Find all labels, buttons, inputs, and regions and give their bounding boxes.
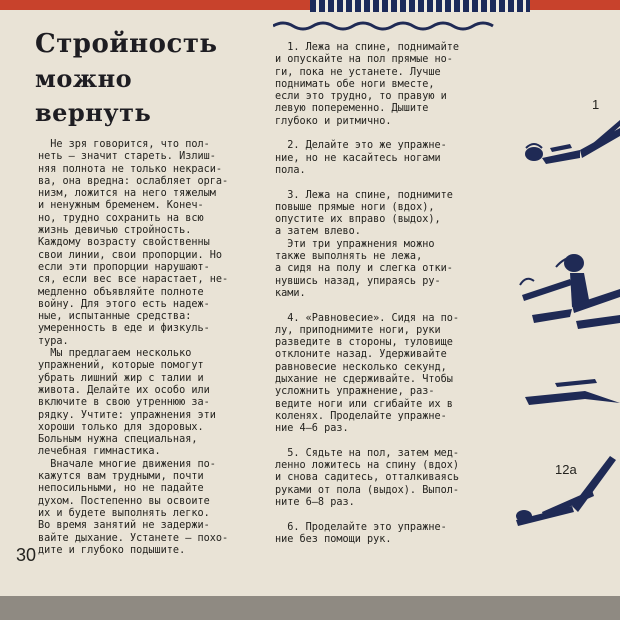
text-line: а затем влево.: [275, 226, 361, 238]
text-line: если это трудно, то правую и: [275, 91, 447, 103]
text-line: коленях. Проделайте упражне-: [275, 410, 447, 422]
text-line: равновесие несколько секунд,: [275, 361, 447, 373]
text-line: ные, испытанные средства:: [38, 311, 192, 323]
text-line: ните 6—8 раз.: [275, 496, 355, 508]
text-line: также выполнять не лежа,: [275, 251, 423, 263]
text-line: ведите ноги или сгибайте их в: [275, 398, 453, 410]
text-line: лечебная гимнастика.: [38, 446, 161, 458]
text-line: включите в свою утреннюю за-: [38, 397, 210, 409]
striped-border: [310, 0, 530, 12]
text-line: поднимать обе ноги вместе,: [275, 78, 435, 90]
text-line: духом. Постепенно вы освоите: [38, 495, 210, 507]
text-line: 1. Лежа на спине, поднимайте: [275, 42, 460, 53]
text-line: 2. Делайте это же упражне-: [275, 140, 447, 152]
text-line: повыше прямые ноги (вдох),: [275, 201, 435, 213]
text-line: нувшись назад, упираясь ру-: [275, 275, 441, 287]
background-strip: [0, 596, 620, 620]
text-line: дите и глубоко подышите.: [38, 544, 186, 556]
intro-column: [38, 139, 228, 557]
exercise-figure-1-illustration: [520, 118, 620, 170]
page-number: 30: [16, 545, 37, 565]
text-line: и опускайте на пол прямые но-: [275, 54, 453, 66]
text-line: неть — значит стареть. Излиш-: [38, 151, 216, 163]
text-line: вайте дыхание. Устанете — похо-: [38, 532, 229, 544]
text-line: ленно ложитесь на спину (вдох): [275, 460, 460, 472]
text-line: кажутся вам трудными, почти: [38, 471, 204, 483]
text-line: 6. Проделайте это упражне-: [275, 521, 447, 533]
wave-divider: [273, 18, 503, 32]
text-line: Мы предлагаем несколько: [38, 348, 192, 360]
text-line: усложнить упражнение, раз-: [275, 386, 435, 398]
text-line: 4. «Равновесие». Сидя на по-: [275, 312, 460, 324]
text-line: но, трудно сохранить на всю: [38, 212, 204, 224]
exercise-figure-lying-illustration: [525, 375, 620, 415]
text-line: ние 4—6 раз.: [275, 423, 349, 435]
exercise-figure-12a-illustration: [512, 450, 620, 530]
text-line: Каждому возрасту свойственны: [38, 237, 210, 249]
text-line: дыхание не сдерживайте. Чтобы: [275, 374, 453, 386]
text-line: няя полнота не только некраси-: [38, 163, 223, 175]
text-line: ние без помощи рук.: [275, 533, 392, 545]
text-line: хороши только для здоровых.: [38, 421, 204, 433]
text-line: низм, ложится на него тяжелым: [38, 188, 216, 200]
text-line: и ненужным бременем. Конеч-: [38, 200, 204, 212]
text-line: Больным нужна специальная,: [38, 434, 198, 446]
figure-1-label: 1: [592, 97, 600, 112]
text-line: Вначале многие движения по-: [38, 458, 216, 470]
text-line: жизнь девичью стройность.: [38, 225, 192, 237]
title-line-3: вернуть: [35, 98, 152, 127]
text-line: медленно объявляйте полноте: [38, 286, 204, 298]
text-line: ва, она вредна: ослабляет орга-: [38, 175, 229, 187]
text-line: ками.: [275, 287, 306, 299]
text-line: разведите в стороны, туловище: [275, 337, 453, 349]
text-line: убрать лишний жир с талии и: [38, 372, 204, 384]
text-line: Во время занятий не задержи-: [38, 520, 210, 532]
text-line: Не зря говорится, что пол-: [38, 139, 210, 150]
text-line: непосильными, но не падайте: [38, 483, 204, 495]
text-line: их и будете выполнять легко.: [38, 507, 210, 519]
text-line: опустите их вправо (выдох),: [275, 214, 441, 226]
text-line: если эти пропорции нарушают-: [38, 261, 210, 273]
text-line: и снова садитесь, отталкиваясь: [275, 472, 460, 484]
text-line: лу, приподнимите ноги, руки: [275, 324, 441, 336]
text-line: живота. Делайте их особо или: [38, 384, 210, 396]
text-line: руками от пола (выдох). Выпол-: [275, 484, 460, 496]
title-line-1: Стройность: [35, 29, 218, 59]
text-line: 5. Сядьте на пол, затем мед-: [275, 447, 460, 459]
text-line: 3. Лежа на спине, поднимите: [275, 189, 453, 201]
text-line: рядку. Учтите: упражнения эти: [38, 409, 216, 421]
previous-page-edge: [0, 0, 620, 10]
text-line: а сидя на полу и слегка отки-: [275, 263, 453, 275]
text-line: Эти три упражнения можно: [275, 238, 435, 250]
text-line: глубоко и ритмично.: [275, 115, 392, 127]
text-line: умеренность в еде и физкуль-: [38, 323, 210, 335]
text-line: левую попеременно. Дышите: [275, 103, 429, 115]
text-line: ся, если вес все нарастает, не-: [38, 274, 229, 286]
article-title: [35, 26, 235, 130]
text-line: войну. Для этого есть надеж-: [38, 298, 210, 310]
text-line: свои линии, свои пропорции. Но: [38, 249, 223, 261]
exercises-column: [275, 42, 459, 546]
text-line: ние, но не касайтесь ногами: [275, 152, 441, 164]
title-line-2: можно: [35, 64, 133, 93]
text-line: пола.: [275, 164, 306, 176]
text-line: упражнений, которые помогут: [38, 360, 204, 372]
text-line: тура.: [38, 335, 69, 347]
figure-12a-label: 12a: [555, 462, 577, 477]
exercise-figure-balance-illustration: [512, 245, 620, 337]
text-line: ги, пока не устанете. Лучше: [275, 66, 441, 78]
text-line: отклоните назад. Удерживайте: [275, 349, 447, 361]
